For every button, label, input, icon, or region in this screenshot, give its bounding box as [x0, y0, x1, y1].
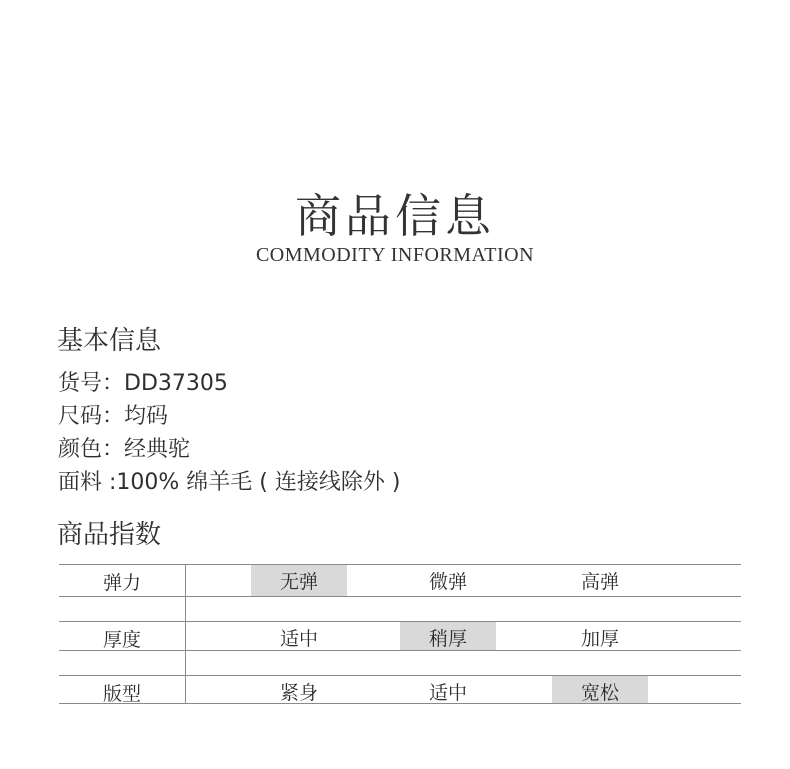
basic-info-heading: 基本信息 [57, 326, 162, 356]
index-option: 高弹 [580, 571, 619, 593]
index-spacer-row [59, 596, 741, 621]
index-spacer-cell [59, 651, 186, 675]
index-row-elasticity [59, 564, 741, 596]
color-line: 颜色：经典驼 [58, 437, 191, 462]
fabric-line: 面料 :100% 绵羊毛 ( 连接线除外 ) [58, 470, 401, 495]
index-row-label: 版型 [59, 676, 186, 703]
index-option: 适中 [279, 628, 318, 650]
item-number-line: 货号：DD37305 [58, 371, 228, 396]
index-row-label: 弹力 [59, 565, 186, 596]
page-title: 商品信息 [295, 189, 495, 243]
index-option-selected: 宽松 [552, 676, 648, 703]
index-option-selected: 稍厚 [400, 622, 496, 650]
size-line: 尺码：均码 [58, 404, 169, 429]
index-spacer-cell [59, 597, 186, 621]
basic-info-list [58, 367, 400, 499]
index-option: 微弹 [428, 571, 467, 593]
product-index-table [59, 564, 741, 704]
index-spacer-row [59, 650, 741, 675]
index-option: 适中 [428, 682, 467, 704]
index-row-label: 厚度 [59, 622, 186, 650]
index-row-fit [59, 675, 741, 704]
page-subtitle: COMMODITY INFORMATION [255, 244, 535, 266]
index-option: 紧身 [279, 682, 318, 704]
index-option-selected: 无弹 [251, 565, 347, 596]
index-row-thickness [59, 621, 741, 650]
product-index-heading: 商品指数 [57, 520, 162, 550]
index-option: 加厚 [580, 628, 619, 650]
